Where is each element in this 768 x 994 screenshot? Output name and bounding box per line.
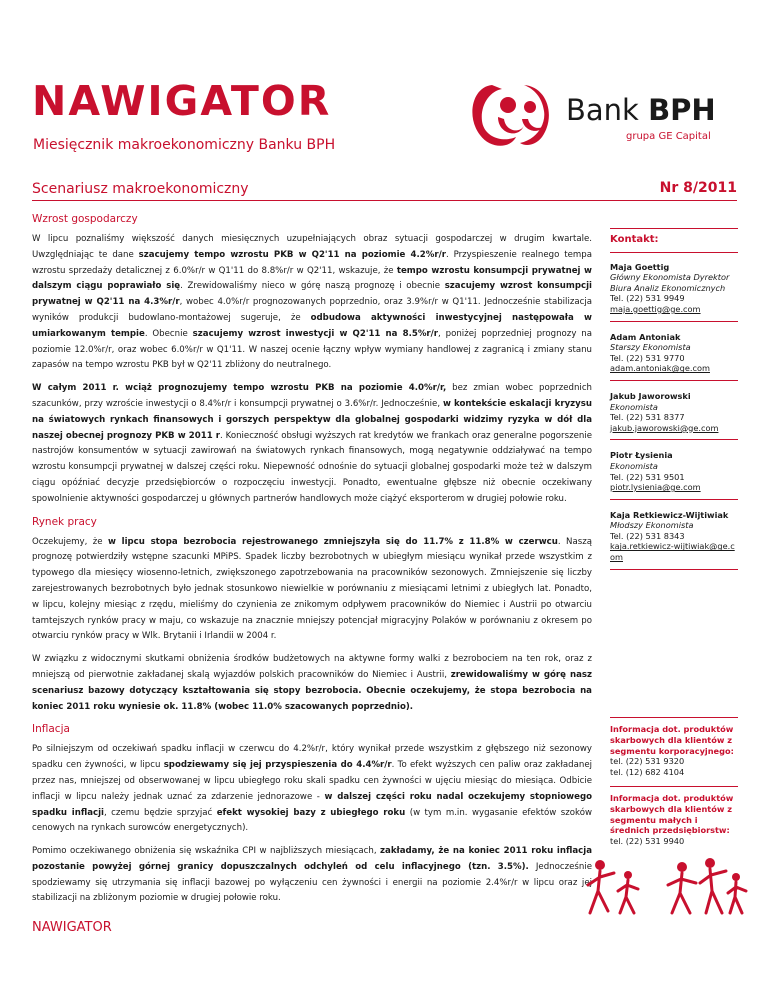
treasury-info-sme <box>610 786 738 847</box>
newsletter-subtitle: Miesięcznik makroekonomiczny Banku BPH <box>33 137 336 153</box>
contact-name: Jakub Jaworowski <box>610 390 691 401</box>
contact-phone: Tel. (22) 531 9770 <box>610 352 685 363</box>
contact-email-link[interactable]: piotr.lysienia@ge.com <box>610 482 701 493</box>
info-phone: tel. (22) 531 9940 <box>610 836 685 847</box>
info-phone: tel. (12) 682 4104 <box>610 767 685 778</box>
contact-role: Starszy Ekonomista <box>610 342 691 353</box>
info-phone: tel. (22) 531 9320 <box>610 756 685 767</box>
contact-name: Maja Goettig <box>610 261 670 272</box>
bank-name-light: Bank <box>566 93 649 127</box>
contact-card <box>610 391 738 440</box>
contact-phone: Tel. (22) 531 9949 <box>610 293 685 304</box>
contact-phone: Tel. (22) 531 9501 <box>610 471 685 482</box>
section-header <box>32 180 737 201</box>
heading-labor: Rynek pracy <box>32 515 97 528</box>
bank-logo <box>462 77 742 157</box>
paragraph-labor-1: Oczekujemy, że w lipcu stopa bezrobocia rejestrowanego zmniejszyła się do 11.7% z 11.8% w czerwcu. Naszą prognozę potwierdziły wstępne szacunki MPiPS. Spadek liczby bezrobotnych w ubiegłym miesiącu wynikał przede wszystkim z typowego dla miesięcy wiosenno-letnich, zwiększonego zapotrzebowania na pracowników sezonowych. Zmniejszenie się liczby zarejestrowanych bezrobotnych było jednak stosunkowo niewielkie w porównaniu z miesiącami letnimi z ubiegłych lat. Ponadto, w lipcu, kolejny miesiąc z rzędu, mieliśmy do czynienia ze znikomym odpływem pracowników do Niemiec i Austrii po otwarciu tamtejszych rynków pracy w maju, co wskazuje na znacznie mniejszy potencjał migracyjny Polaków w porównaniu z okresem po otwarciu rynków pracy w Wlk. Brytanii i Irlandii w 2004 r. <box>32 536 593 642</box>
contact-heading: Kontakt: <box>610 228 738 253</box>
paragraph-labor-2: W związku z widocznymi skutkami obniżenia środków budżetowych na aktywne formy walki z bezrobociem na ten rok, oraz z mniejszą od pierwotnie zakładanej skalą wyjazdów polskich pracowników do Niemiec i Austrii, zrewidowaliśmy w górę nasz scenariusz bazowy dotyczący kształtowania się stopy bezrobocia. Obecnie oczekujemy, że stopa bezrobocia na koniec 2011 roku wyniesie ok. 11.8% (wobec 11.0% szacowanych poprzednio). <box>32 654 592 712</box>
contact-role: Ekonomista <box>610 401 658 412</box>
newsletter-title: NAWIGATOR <box>32 77 332 125</box>
paragraph-inflation-1: Po silniejszym od oczekiwań spadku inflacji w czerwcu do 4.2%r/r, który wynikał przede wszystkim z głębszego niż sezonowy spadku cen żywności, w lipcu spodziewamy się jej przyspieszenia do 4.4%r/r. To efekt wyższych cen paliw oraz zakładanej przez nas, mniejszej od obserwowanej w lipcu ubiegłego roku skali spadku cen żywności w ujęciu miesiąc do miesiąca. Odbicie inflacji w lipcu należy jednak uznać za zdarzenie jednorazowe - w dalszej części roku nadal oczekujemy stopniowego spadku inflacji, czemu będzie sprzyjać efekt wysokiej bazy z ubiegłego roku (w tym m.in. wygasanie efektów szoków cenowych na rynkach surowców energetycznych). <box>32 744 593 834</box>
main-content <box>32 212 592 914</box>
contact-phone: Tel. (22) 531 8377 <box>610 412 685 423</box>
paragraph-growth-1: W lipcu poznaliśmy większość danych miesięcznych uzupełniających obraz sytuacji gospodarczej w drugim kwartale. Uwzględniając te dane szacujemy tempo wzrostu PKB w Q2'11 na poziomie 4.2%r/r. Przyspieszenie realnego tempa wzrostu sprzedaży detalicznej z 6.0%r/r w Q1'11 do 8.8%r/r w Q2'11, wskazuje, że tempo wzrostu konsumpcji prywatnej w dalszym ciągu poprawiało się. Zrewidowaliśmy nieco w górę naszą prognozę i obecnie szacujemy wzrost konsumpcji prywatnej w Q2'11 na 4.3%r/r, wobec 4.0%r/r prognozowanych poprzednio, oraz 3.9%r/r w Q1'11. Jednocześnie stabilizacja wyników produkcji budowlano-montażowej sugeruje, że odbudowa aktywności inwestycyjnej następowała w umiarkowanym tempie. Obecnie szacujemy wzrost inwestycji w Q2'11 na 8.5%r/r, poniżej poprzedniej prognozy na poziomie 12.0%r/r, oraz wobec 6.0%r/r w Q1'11. W naszej ocenie łączny wpływ wymiany handlowej z zagranicą i zmiany stanu zapasów na tempo wzrostu PKB był w Q2'11 zbliżony do neutralnego. <box>32 234 592 371</box>
contact-card <box>610 332 738 381</box>
bank-name <box>566 93 716 127</box>
contact-email-link[interactable]: kaja.retkiewicz-wijtiwiak@ge.com <box>610 541 735 563</box>
info-heading: Informacja dot. produktów skarbowych dla klientów z segmentu korporacyjnego: <box>610 724 734 756</box>
bank-name-bold: BPH <box>648 93 716 127</box>
contact-role: Główny Ekonomista Dyrektor Biura Analiz Ekonomicznych <box>610 272 730 293</box>
section-title: Scenariusz makroekonomiczny <box>32 181 249 197</box>
bph-emblem-icon <box>462 77 562 157</box>
heading-growth: Wzrost gospodarczy <box>32 213 138 225</box>
paragraph-growth-2: W całym 2011 r. wciąż prognozujemy tempo wzrostu PKB na poziomie 4.0%r/r, bez zmian wobec poprzednich szacunków, przy wzroście inwestycji o 8.4%r/r i konsumpcji prywatnej o 3.6%r/r. Jednocześnie, w kontekście eskalacji kryzysu na światowych rynkach finansowych i gorszych perspektyw dla globalnej gospodarki widzimy ryzyka w dół dla naszej obecnej prognozy PKB w 2011 r. Konieczność obsługi wyższych rat kredytów we frankach oraz generalne pogorszenie nastrojów konsumentów w sytuacji zawirowań na światowych rynkach finansowych, mogą negatywnie oddziaływać na tempo wzrostu konsumpcji prywatnej w dalszej części roku. Niepewność odnośnie do sytuacji globalnej gospodarki może też w dalszym ciągu opóźniać decyzje przedsiębiorców o rozpoczęciu inwestycji. Ponadto, ewentualne głębsze niż obecnie oczekiwany spowolnienie aktywności gospodarczej u głównych partnerów handlowych może ciążyć eksporterom w drugiej połowie roku. <box>32 383 593 504</box>
people-illustration-icon <box>560 855 750 917</box>
treasury-info-corporate <box>610 717 738 778</box>
contact-email-link[interactable]: maja.goettig@ge.com <box>610 303 701 314</box>
paragraph-inflation-2: Pomimo oczekiwanego obniżenia się wskaźnika CPI w najbliższych miesiącach, zakładamy, że na koniec 2011 roku inflacja pozostanie powyżej górnej granicy dopuszczalnych odchyleń od celu inflacyjnego (tzn. 3.5%). Jednocześnie spodziewamy się utrzymania się inflacji bazowej po wyłączeniu cen żywności i energii na poziomie 2.4%r/r w lipcu oraz jej stabilizacji na zbliżonym poziomie w drugiej połowie roku. <box>32 846 593 904</box>
contact-card <box>610 262 738 322</box>
issue-number: Nr 8/2011 <box>659 180 737 196</box>
contact-card <box>610 510 738 570</box>
contact-role: Młodszy Ekonomista <box>610 520 694 531</box>
contact-email-link[interactable]: jakub.jaworowski@ge.com <box>610 422 719 433</box>
contact-email-link[interactable]: adam.antoniak@ge.com <box>610 363 710 374</box>
contact-name: Kaja Retkiewicz-Wijtiwiak <box>610 509 729 520</box>
contact-card <box>610 450 738 499</box>
heading-inflation: Inflacja <box>32 723 70 736</box>
contact-role: Ekonomista <box>610 460 658 471</box>
contact-name: Piotr Łysienia <box>610 450 673 461</box>
contact-phone: Tel. (22) 531 8343 <box>610 530 685 541</box>
contact-name: Adam Antoniak <box>610 331 681 342</box>
contact-sidebar <box>610 228 738 580</box>
bank-tagline: grupa GE Capital <box>626 131 711 142</box>
footer-label: NAWIGATOR <box>32 920 112 935</box>
info-heading: Informacja dot. produktów skarbowych dla klientów z segmentu małych i średnich przedsiębiorstw: <box>610 793 734 836</box>
